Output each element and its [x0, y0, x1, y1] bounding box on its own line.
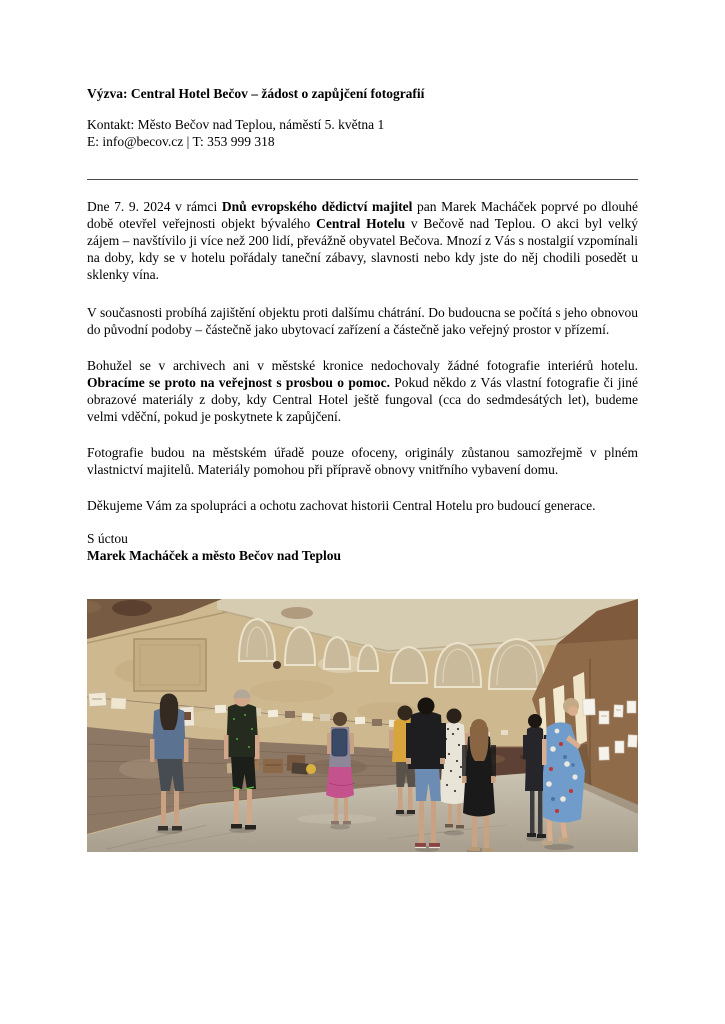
divider: [87, 179, 638, 180]
paragraph-appeal: [87, 357, 638, 425]
paragraph-restoration: V současnosti probíhá zajištění objektu proti dalšímu chátrání. Do budoucna se počítá s jeho obnovou do původní podoby – částečně jako ubytovací zařízení a částečně jako veřejný prostor v přízemí.: [87, 305, 638, 337]
text-segment: Bohužel se v archivech ani v městské kronice nedochovaly žádné fotografie interiérů hotelu.: [87, 358, 638, 373]
letter-title: Výzva: Central Hotel Bečov – žádost o zapůjčení fotografií: [87, 86, 425, 101]
text-segment: Dne 7. 9. 2024 v rámci: [87, 199, 222, 214]
exhibition-photo: [87, 599, 638, 852]
contact-address: Kontakt: Město Bečov nad Teplou, náměstí 5. května 1: [87, 117, 385, 132]
paragraph-copies: Fotografie budou na městském úřadě pouze ofoceny, originály zůstanou samozřejmě v plném vlastnictví majitelů. Materiály pomohou při přípravě obnovy vnitřního vybavení domu.: [87, 445, 638, 477]
contact-block: [87, 116, 638, 150]
text-segment: v Bečově nad Teplou. O akci byl velký zájem – navštívilo ji více než 200 lidí, převážně obyvatel Bečova. Mnozí z Vás s nostalgií vzpomínali na doby, kdy se v hotelu pořádaly taneční zábavy, slavnosti nebo kdy jste do něj chodili posedět u sklenky vína.: [87, 216, 638, 282]
closing-salutation: S úctou: [87, 531, 128, 546]
contact-email-phone: E: info@becov.cz | T: 353 999 318: [87, 134, 275, 149]
text-segment: Pokud někdo z Vás vlastní fotografie či jiné obrazové materiály z doby, kdy Central Hotel ještě fungoval (cca do sedmdesátých let), budeme velmi vděční, pokud je poskytnete k zapůjčení.: [87, 375, 638, 424]
text-segment-bold: Obracíme se proto na veřejnost s prosbou o pomoc.: [87, 375, 390, 390]
text-segment-bold: Central Hotelu: [316, 216, 406, 231]
letter-content: [87, 0, 638, 852]
signature: Marek Macháček a město Bečov nad Teplou: [87, 548, 341, 563]
text-segment-bold: Dnů evropského dědictví majitel: [221, 199, 413, 214]
text-segment: pan Marek Macháček poprvé po dlouhé době otevřel veřejnosti objekt bývalého: [87, 199, 638, 231]
paragraph-event: [87, 198, 638, 283]
paragraph-thanks: Děkujeme Vám za spolupráci a ochotu zachovat historii Central Hotelu pro budoucí generace.: [87, 498, 596, 513]
exhibition-photo-graphic: [87, 599, 638, 852]
